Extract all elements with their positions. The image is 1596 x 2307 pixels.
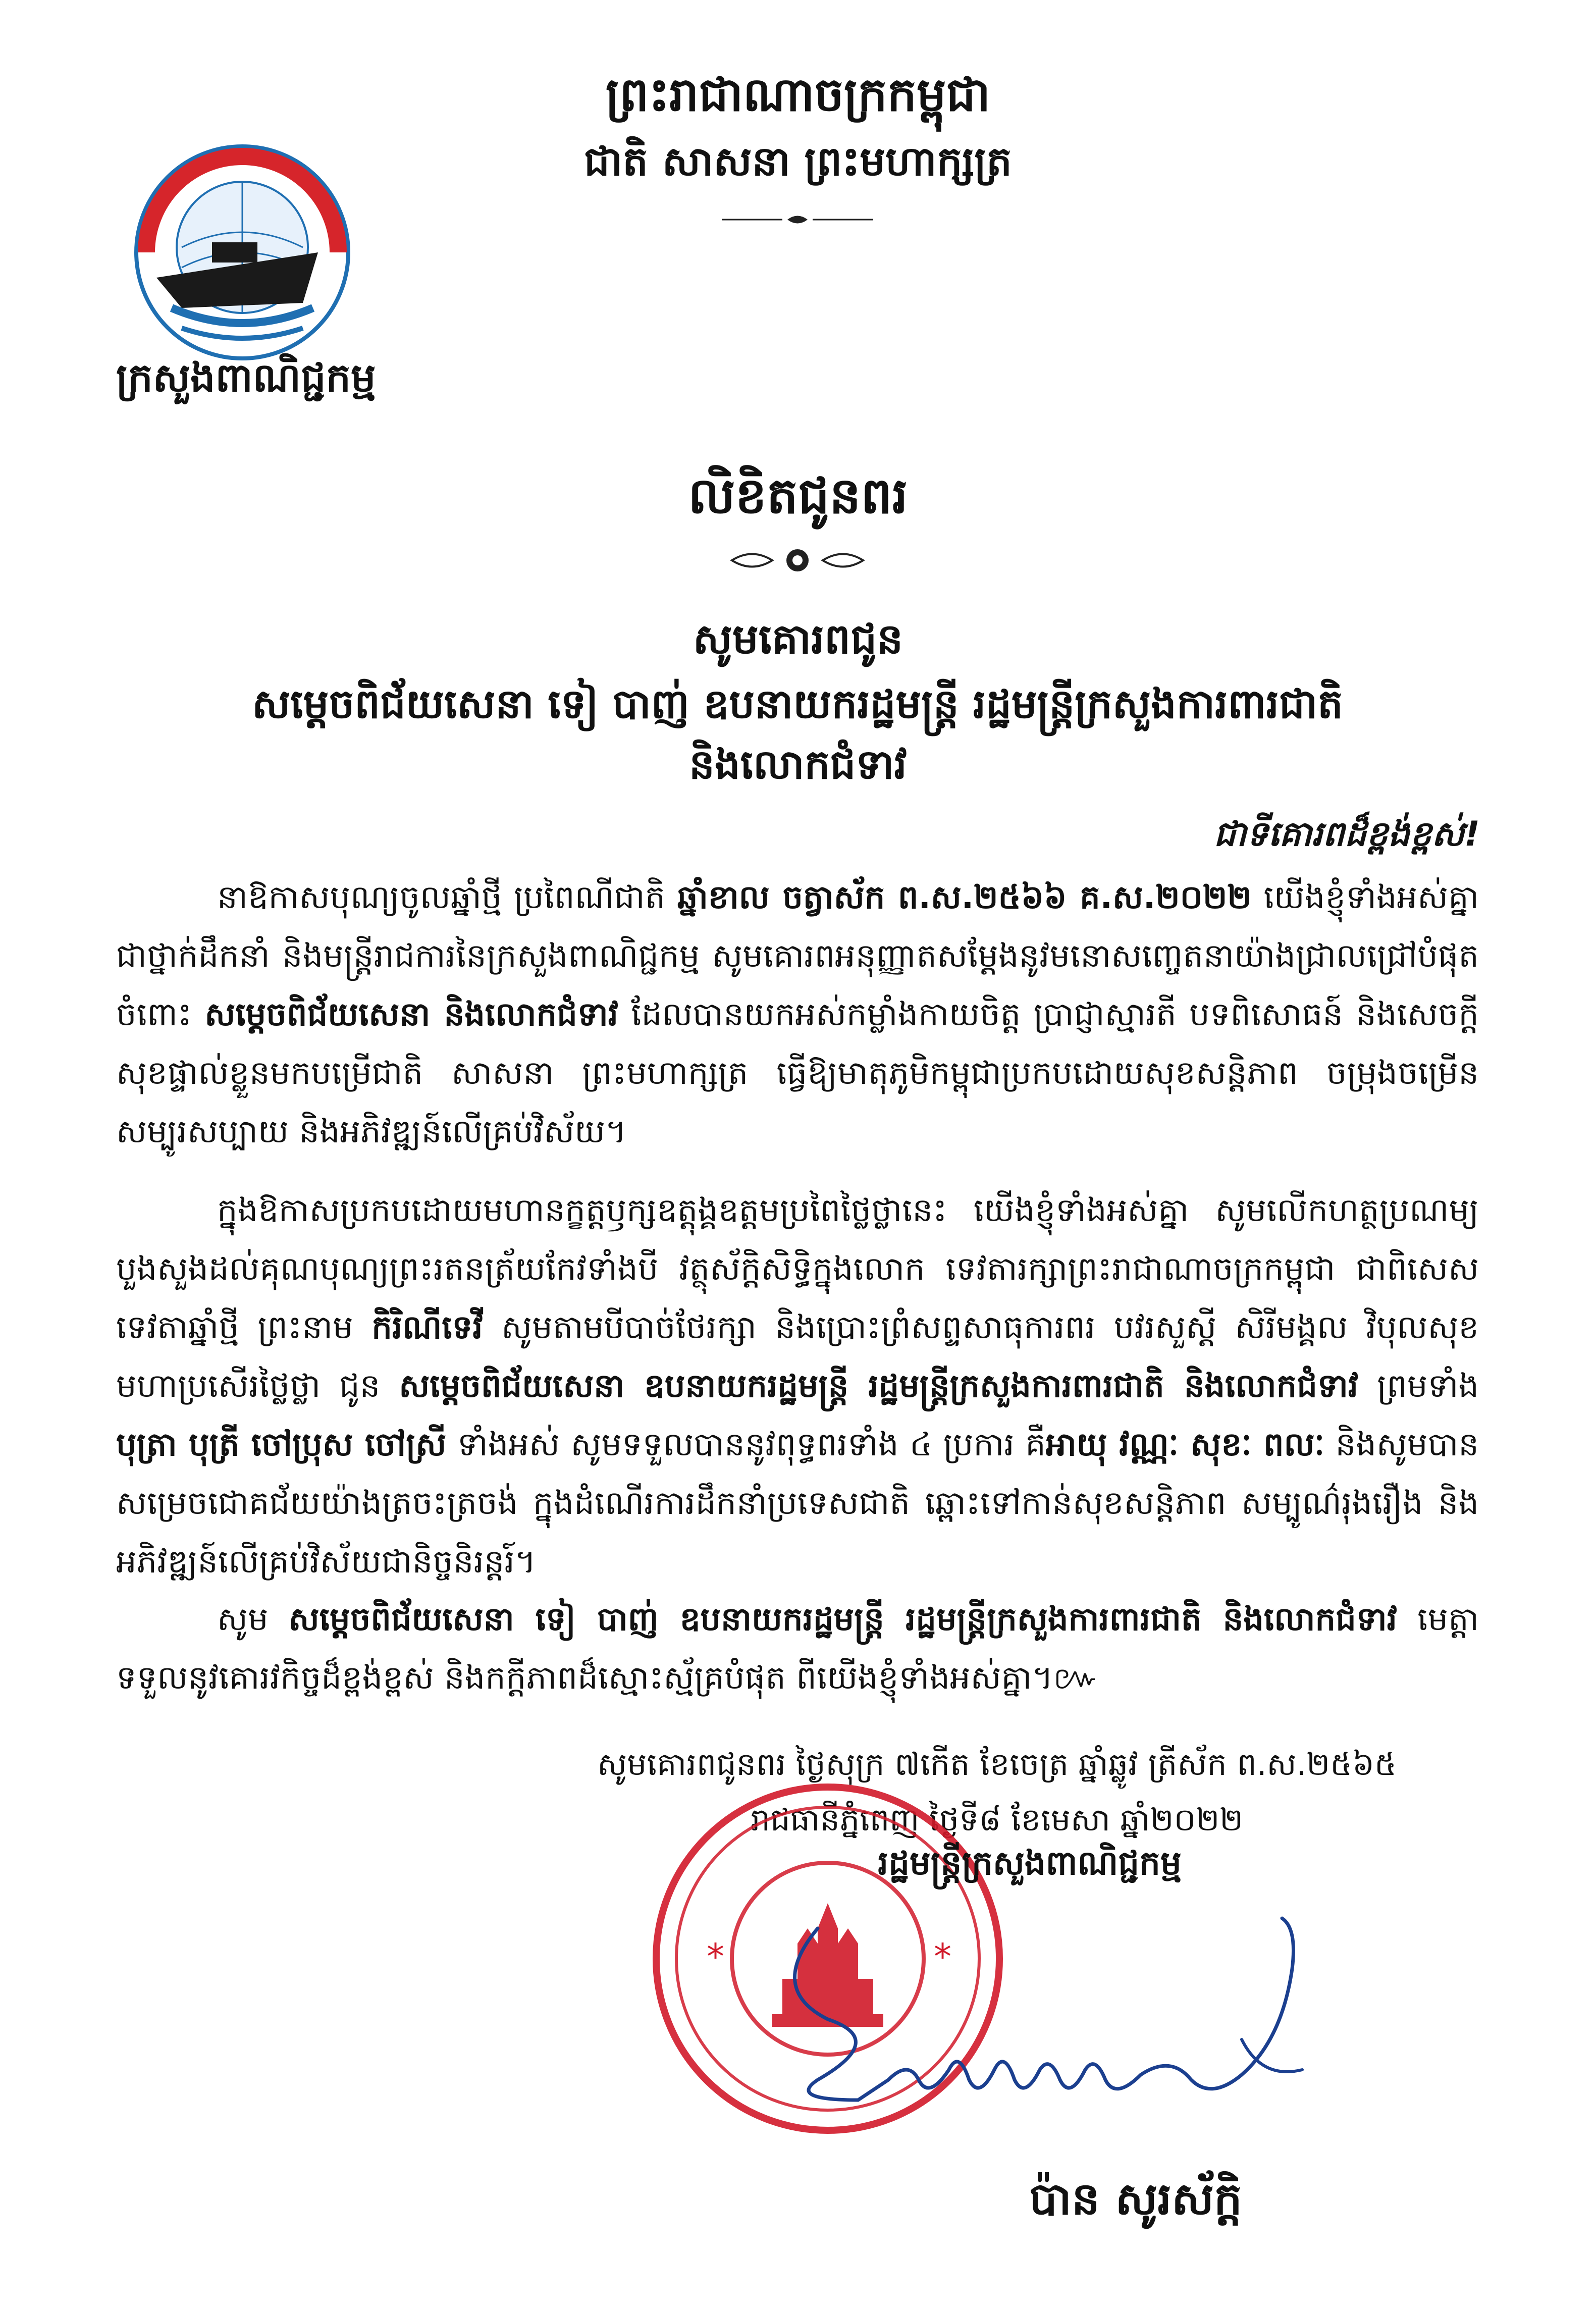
recipient-line-1: សម្តេចពិជ័យសេនា ទៀ បាញ់ ឧបនាយករដ្ឋមន្ត្រី រដ្ឋមន្ត្រីក្រសួងការពារជាតិ xyxy=(252,680,1343,727)
paragraph-1 xyxy=(116,868,1479,1161)
svg-text:*: * xyxy=(934,1936,951,1977)
recipient-line-2: និងលោកជំទាវ xyxy=(689,741,907,788)
kingdom-header: ព្រះរាជាណាចក្រកម្ពុជា xyxy=(605,68,991,122)
p2-text-e: ព្រមទាំង xyxy=(1358,1368,1479,1405)
ministry-logo xyxy=(126,136,358,369)
p1-text-a: នាឱកាសបុណ្យចូលឆ្នាំថ្មី ប្រពៃណីជាតិ xyxy=(217,879,677,916)
svg-text:*: * xyxy=(707,1936,724,1977)
signer-title: រដ្ឋមន្ត្រីក្រសួងពាណិជ្ជកម្ម xyxy=(878,1844,1182,1882)
closing-lunar-date: សូមគោរពជូនពរ ថ្ងៃសុក្រ ៧កើត ខែចេត្រ ឆ្នាំឆ្លូវ ត្រីស័ក ព.ស.២៥៦៥ xyxy=(597,1746,1397,1782)
p2-family: បុត្រា បុត្រី ចៅប្រុស ចៅស្រី xyxy=(116,1426,447,1463)
p1-year: ឆ្នាំខាល ចត្វាស័ក ព.ស.២៥៦៦ គ.ស.២០២២ xyxy=(677,879,1252,916)
salutation: ជាទីគោរពដ៏ខ្ពង់ខ្ពស់! xyxy=(1213,814,1480,854)
closing-gregorian-date: រាជធានីភ្នំពេញ ថ្ងៃទី៨ ខែមេសា ឆ្នាំ២០២២ xyxy=(750,1801,1244,1838)
p2-blessings: អាយុ វណ្ណៈ សុខៈ ពលៈ xyxy=(1045,1426,1325,1463)
p3-honoree: សម្តេចពិជ័យសេនា ទៀ បាញ់ ឧបនាយករដ្ឋមន្ត្រី រដ្ឋមន្ត្រីក្រសួងការពារជាតិ និងលោកជំទាវ xyxy=(288,1601,1397,1638)
paragraph-3 xyxy=(116,1590,1479,1707)
title-ornament xyxy=(722,545,873,578)
paragraph-2 xyxy=(116,1181,1479,1591)
signer-name: ប៉ាន សូរស័ក្តិ xyxy=(1029,2173,1242,2225)
p2-text-c: សូមតាមបីបាច់ថែរក្សា និងប្រោះព្រំសព្ទសាធុការពរ បវរសួស្តី សិរីមង្គល វិបុលសុខ មហាប្រសើរថ្លៃថ្លា ជូន xyxy=(116,1309,1479,1405)
p2-honoree: សម្តេចពិជ័យសេនា ឧបនាយករដ្ឋមន្ត្រី រដ្ឋមន្ត្រីក្រសួងការពារជាតិ និងលោកជំទាវ xyxy=(399,1368,1359,1405)
p1-honoree: សម្តេចពិជ័យសេនា និងលោកជំទាវ xyxy=(204,996,618,1033)
p3-text-a: សូម xyxy=(217,1601,289,1638)
p1-text-e: ដែលបានយកអស់កម្លាំងកាយចិត្ត ប្រាជ្ញាស្មារតី បទពិសោធន៍ និងសេចក្តីសុខផ្ទាល់ខ្លួនមកបម្រើជាតិ សាសនា ព្រះមហាក្សត្រ ធ្វើឱ្យមាតុភូមិកម្ពុជាប្រកបដោយសុខសន្តិភាព ចម្រុងចម្រើន សម្បូរសប្បាយ និងអភិវឌ្ឍន៍លើគ្រប់វិស័យ។ xyxy=(116,996,1479,1150)
p2-text-i: និងសូមបានសម្រេចជោគជ័យយ៉ាងត្រចះត្រចង់ ក្នុងដំណើរការដឹកនាំប្រទេសជាតិ ឆ្ពោះទៅកាន់សុខសន្តិភាព សម្បូណ៌រុងរឿង និងអភិវឌ្ឍន៍លើគ្រប់វិស័យជានិច្ចនិរន្តរ៍។ xyxy=(116,1426,1479,1581)
p2-text-g: ទាំងអស់ សូមទទួលបាននូវពុទ្ធពរទាំង ៤ ប្រការ គឺ xyxy=(446,1426,1046,1463)
p1-text-c: យើងខ្ញុំទាំងអស់គ្នា ជាថ្នាក់ដឹកនាំ និងមន្ត្រីរាជការនៃក្រសួងពាណិជ្ជកម្ម សូមគោរពអនុញ្ញាតសម្តែងនូវមនោសញ្ចេតនាយ៉ាងជ្រាលជ្រៅបំផុត ចំពោះ xyxy=(116,879,1479,1033)
p3-text-c: មេត្តាទទួលនូវគោរវកិច្ចដ៏ខ្ពង់ខ្ពស់ និងកក្តីភាពដ៏ស្មោះស្ម័គ្របំផុត ពីយើងខ្ញុំទាំងអស់គ្នា។៚ xyxy=(116,1601,1479,1697)
p2-deity-name: កិរិណីទេវី xyxy=(371,1309,483,1346)
national-motto: ជាតិ សាសនា ព្រះមហាក្សត្រ xyxy=(584,138,1012,185)
header-ornament xyxy=(722,212,873,229)
ministry-name: ក្រសួងពាណិជ្ជកម្ម xyxy=(116,355,376,401)
document-title: លិខិតជូនពរ xyxy=(688,467,908,525)
p2-text-a: ក្នុងឱកាសប្រកបដោយមហានក្ខត្តឫក្សឧត្តុង្គឧត្តមប្រពៃថ្លៃថ្លានេះ យើងខ្ញុំទាំងអស់គ្នា សូមលើកហត្ថប្រណម្យបួងសួងដល់គុណបុណ្យព្រះរតនត្រ័យកែវទាំងបី វត្ថុស័ក្តិសិទ្ធិក្នុងលោក ទេវតារក្សាព្រះរាជាណាចក្រកម្ពុជា ជាពិសេសទេវតាឆ្នាំថ្មី ព្រះនាម xyxy=(116,1192,1479,1346)
handwritten-signature xyxy=(757,1888,1388,2151)
greeting-to: សូមគោរពជូន xyxy=(693,615,903,663)
